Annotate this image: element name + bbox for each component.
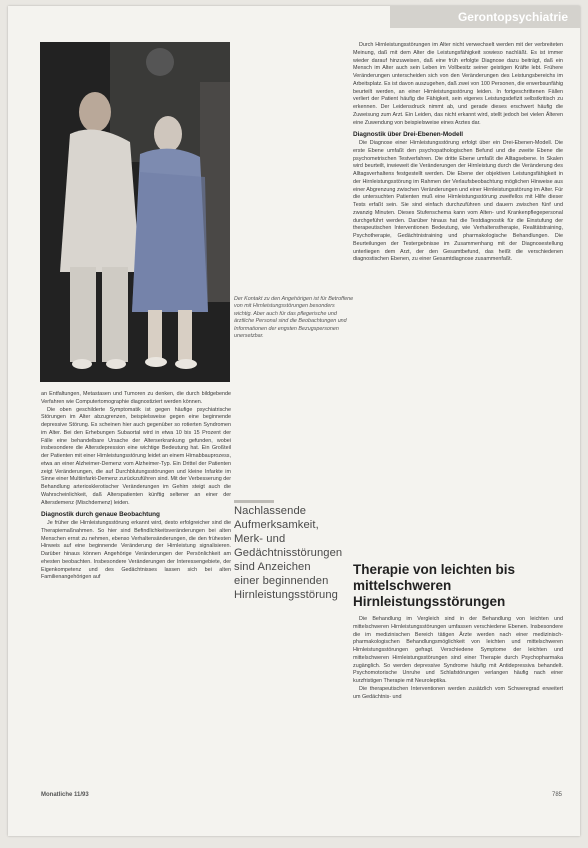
pull-quote-rule xyxy=(234,500,274,503)
section-heading: Therapie von leichten bis mittelschweren Hirnleistungsstörungen xyxy=(353,562,516,609)
right-column-lower xyxy=(353,554,563,701)
subheading: Diagnostik über Drei-Ebenen-Modell xyxy=(353,131,464,139)
section-header: Gerontopsychiatrie xyxy=(390,6,580,28)
paragraph: Die oben geschilderte Symptomatik ist gegen häufige psychiatrische Störungen im Alter abzugrenzen, beispielsweise gegen eine beginnende depressive Störung. Es scheinen hier auch gegenüber so rotierten Syndromen im Alter. Bei den Erhebungen Subaortal wird in etwa 10 bis 15 Prozent der Fälle eine behandelbare Ursache der Alterserkrankung gefunden, wobei insbesondere die Altersdepression eine wichtige Bedeutung hat. Ein Großteil der Patienten mit einer Hirnleistungsstörung leidet an einem Hirnabbauprozess, etwa an einer Alzheimer-Demenz vom Alzheimer-Typ. Ein Drittel der Patienten zeigt Veränderungen, die auf Durchblutungsstörungen und kleine Infarkte im Sinne einer Multiinfarkt-Demenz zurückzuführen sind. Mit der Verbesserung der Behandlung arteriosklerotischer Veränderungen im Gehirn steigt auch die Wahrscheinlichkeit, daß Alterspatienten künftig seltener an einer der Altersdemenz (Mischdemenz) leiden. xyxy=(41,406,231,506)
magazine-page xyxy=(8,6,580,836)
photo-illustration xyxy=(40,42,230,382)
right-column xyxy=(353,42,563,264)
paragraph: Die Diagnose einer Hirnleistungsstörung erfolgt über ein Drei-Ebenen-Modell. Die erste Ebene umfaßt den psychopathologischen Befund und die zweite Ebene die psychometrischen Testverfahren. Die dritte Ebene umfaßt die Alltagsebene. In Skalen wird beurteilt, inwieweit die Veränderungen der Hirnleistung durch die Veränderung des Alltagsverhaltens festgestellt werden. Die Ebene der objektiven Leistungsfähigkeit in der Hirnleistungsstörung im Rahmen der Verlaufsbeobachtung möglichen Hinweise aus einer Abgrenzung zwischen Veränderungen und einer Hirnleistungsstörung im Alter. Für die untersuchten Patienten muß eine Hirnleistungsstörung zweifellos mit Hilfe dieser Tests erfaßt sein. Sie sind einfach durchzuführen und dauern zwischen fünf und zwanzig Minuten. Dieses Stufenschema kann vom Alten- und Krankenpflegepersonal durchgeführt werden. Darüber hinaus hat die Testdiagnostik für die Einstufung der therapeutischen Interventionen Bedeutung, wie Verhaltenstherapie, Realitätstraining, Psychotherapie, Gedächtnistraining und pharmakologische Behandlungen. Die Beurteilungen der Testergebnisse im Zusammenhang mit der Diagnosestellung unterliegen dem Arzt, der den Gesamtbefund, das heißt die verschiedenen diagnostischen Ebenen, zu einer Gesamtdiagnose zusammenfaßt. xyxy=(353,140,563,263)
paragraph: Die therapeutischen Interventionen werden zusätzlich vom Schweregrad erweitert um Gedächtnis- und xyxy=(353,685,563,700)
left-column xyxy=(41,391,231,582)
footer-page-number: 785 xyxy=(551,792,562,798)
photo-two-women xyxy=(40,42,230,382)
paragraph: Durch Hirnleistungsstörungen im Alter nicht verwechselt werden mit der verbreiteten Meinung, daß mit dem Alter die Leistungsfähigkeit sowieso nachläßt. Es ist immer wieder darauf hinzuweisen, daß eine früh erfolgte Diagnose dazu beiträgt, daß ein Mensch im Alter auch sein Leben im Vollbesitz seiner geistigen Kräfte lebt. Frühere Veränderungen unterscheiden sich von den Veränderungen des Leistungsbereichs im Arbeitsplatz. Es ist davon auszugehen, daß zwei von 100 Personen, die erwerbsunfähig beurteilt werden, an einer Hirnleistungsstörung leiden. In fortgeschrittenen Fällen verliert der Patient häufig die Fähigkeit, sein eigenes Leistungsdefizit selbstkritisch zu erkennen. Der Leidensdruck nimmt ab, und gerade dieses erschwert häufig die Zuweisung zum Arzt. Ein Leiden, das nicht erkannt wird, stellt jedoch bei vielen Älteren eine Zuwendung von beispielsweise eines Arztes dar. xyxy=(353,42,563,126)
paragraph: an Entfaltungen, Metastasen und Tumoren zu denken, die durch bildgebende Verfahren wie Computertomographie diagnostiziert werden können. xyxy=(41,391,231,405)
pull-quote: Nachlassende Aufmerksamkeit, Merk- und Gedächtnisstörungen sind Anzeichen einer beginnenden Hirnleistungsstörung xyxy=(234,505,343,601)
subheading: Diagnostik durch genaue Beobachtung xyxy=(41,511,160,519)
paragraph: Je früher die Hirnleistungsstörung erkannt wird, desto erfolgreicher sind die Therapiemaßnahmen. So hier sind Befindlichkeitsveränderungen bei alten Menschen ernst zu nehmen, ebenso Verhaltensänderungen, die den frühesten Hinweis auf eine beginnende Veränderung der Hirnleistung signalisieren. Darüber hinaus können Angehörige Veränderungen der Persönlichkeit am ehesten beobachten. Insbesondere Veränderungen der Interessengebiete, der Eigenkompetenz und des Gedächtnisses lassen sich bei alten Familienangehörigen auf xyxy=(41,520,231,581)
paragraph: Die Behandlung im Vergleich sind in der Behandlung von leichten und mittelschweren Hirnleistungsstörungen umfassen verschiedene Ebenen. Insbesondere die im medizinischen Bereich tätigen Ärzte werden nach einer medizinisch-pharmakologischen Behandlungsmöglichkeit von leichten und mittelschweren Hirnleistungsstörungen gefragt. Verschiedene Symptome der leichten und mittelschweren Hirnleistungsstörungen sind einer Therapie durch Psychopharmaka zugänglich. So werden depressive Syndrome häufig mit Antidepressiva behandelt. Psychomotorische Unruhe und Schlafstörungen verlangen häufig nach einer kurzfristigen Therapie mit Neuroleptika. xyxy=(353,616,563,684)
footer-issue: Monatliche 11/93 xyxy=(41,792,89,798)
photo-caption: Der Kontakt zu den Angehörigen ist für Betroffene von mit Hirnleistungsstörungen besonders wichtig. Aber auch für das pflegerische und ärztliche Personal sind die Beobachtungen und Informationen der engsten Bezugspersonen unersetzbar. xyxy=(234,296,354,340)
